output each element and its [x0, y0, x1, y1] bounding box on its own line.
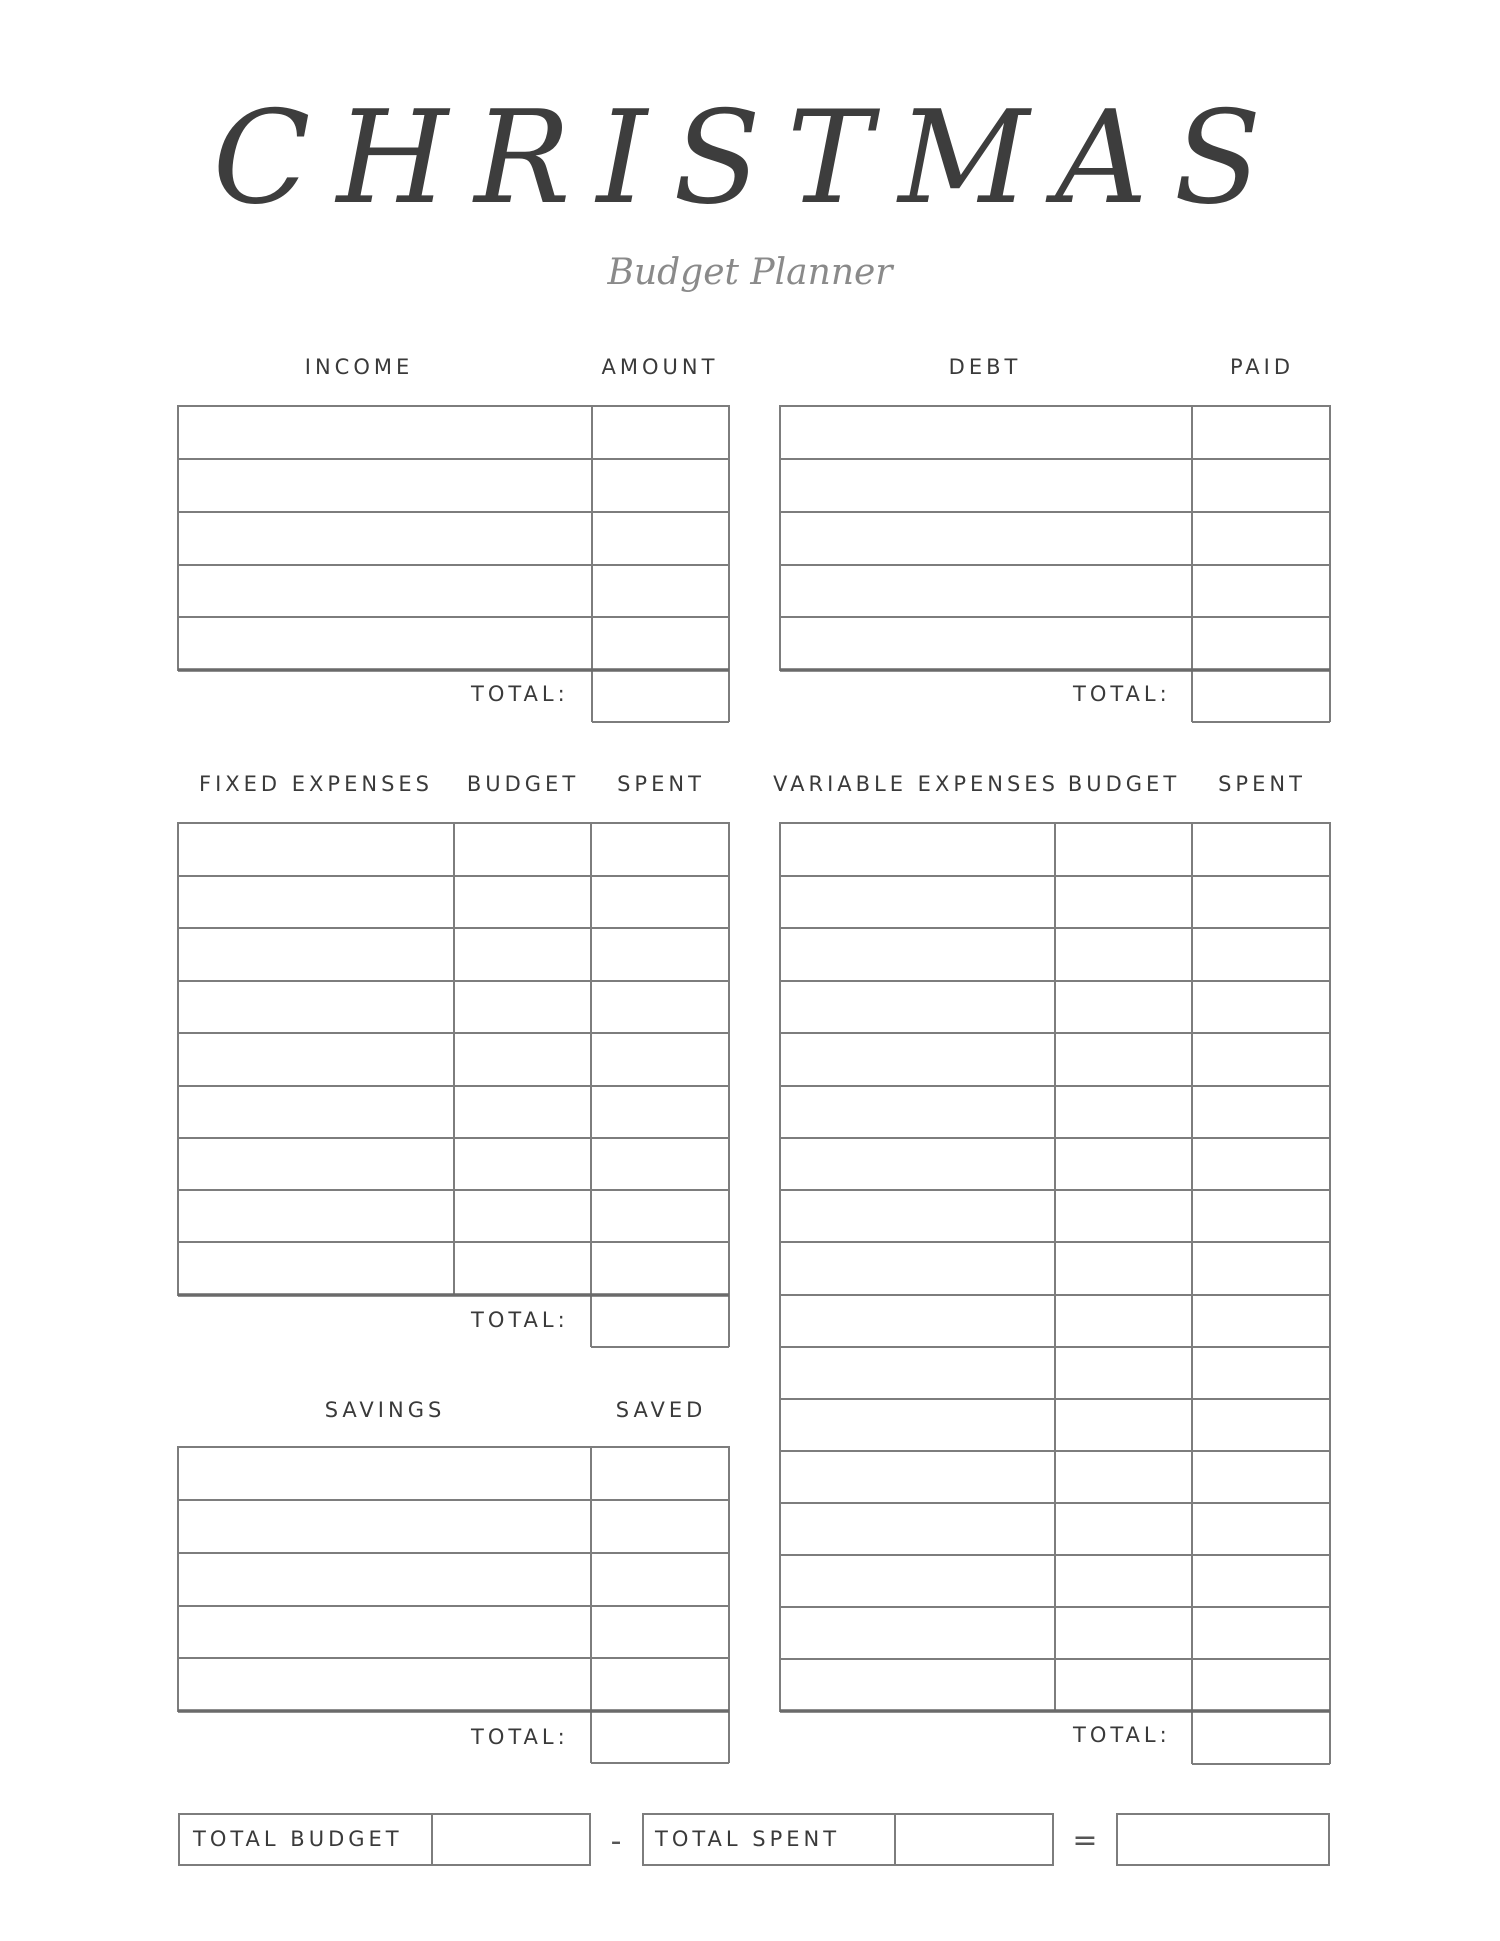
fixed-spent-header: SPENT: [617, 772, 705, 796]
variable-spent-header: SPENT: [1218, 772, 1306, 796]
saved-header: SAVED: [615, 1398, 707, 1422]
savings-header: SAVINGS: [324, 1398, 446, 1422]
total-budget-label: TOTAL BUDGET: [193, 1827, 403, 1851]
income-header: INCOME: [304, 355, 414, 379]
paid-header: PAID: [1229, 355, 1295, 379]
income-table: [178, 406, 729, 722]
savings-table: [178, 1447, 729, 1763]
debt-header: DEBT: [948, 355, 1022, 379]
page-subtitle: Budget Planner: [607, 252, 893, 293]
variable-total-label: TOTAL:: [1073, 1723, 1171, 1747]
fixed-expenses-header: FIXED EXPENSES: [199, 772, 433, 796]
debt-total-label: TOTAL:: [1073, 682, 1171, 706]
variable-expenses-header: VARIABLE EXPENSES: [773, 772, 1059, 796]
debt-table: [780, 406, 1330, 722]
minus-sign: -: [610, 1824, 622, 1859]
savings-total-label: TOTAL:: [471, 1725, 569, 1749]
amount-header: AMOUNT: [601, 355, 719, 379]
variable-budget-header: BUDGET: [1067, 772, 1181, 796]
fixed-budget-header: BUDGET: [466, 772, 580, 796]
fixed-expenses-table: [178, 823, 729, 1347]
total-spent-label: TOTAL SPENT: [655, 1827, 841, 1851]
variable-expenses-table: [780, 823, 1330, 1764]
income-total-label: TOTAL:: [471, 682, 569, 706]
result-box: [1116, 1813, 1330, 1866]
equals-sign: =: [1072, 1823, 1098, 1858]
fixed-total-label: TOTAL:: [471, 1308, 569, 1332]
page-title: CHRISTMAS: [212, 84, 1288, 233]
